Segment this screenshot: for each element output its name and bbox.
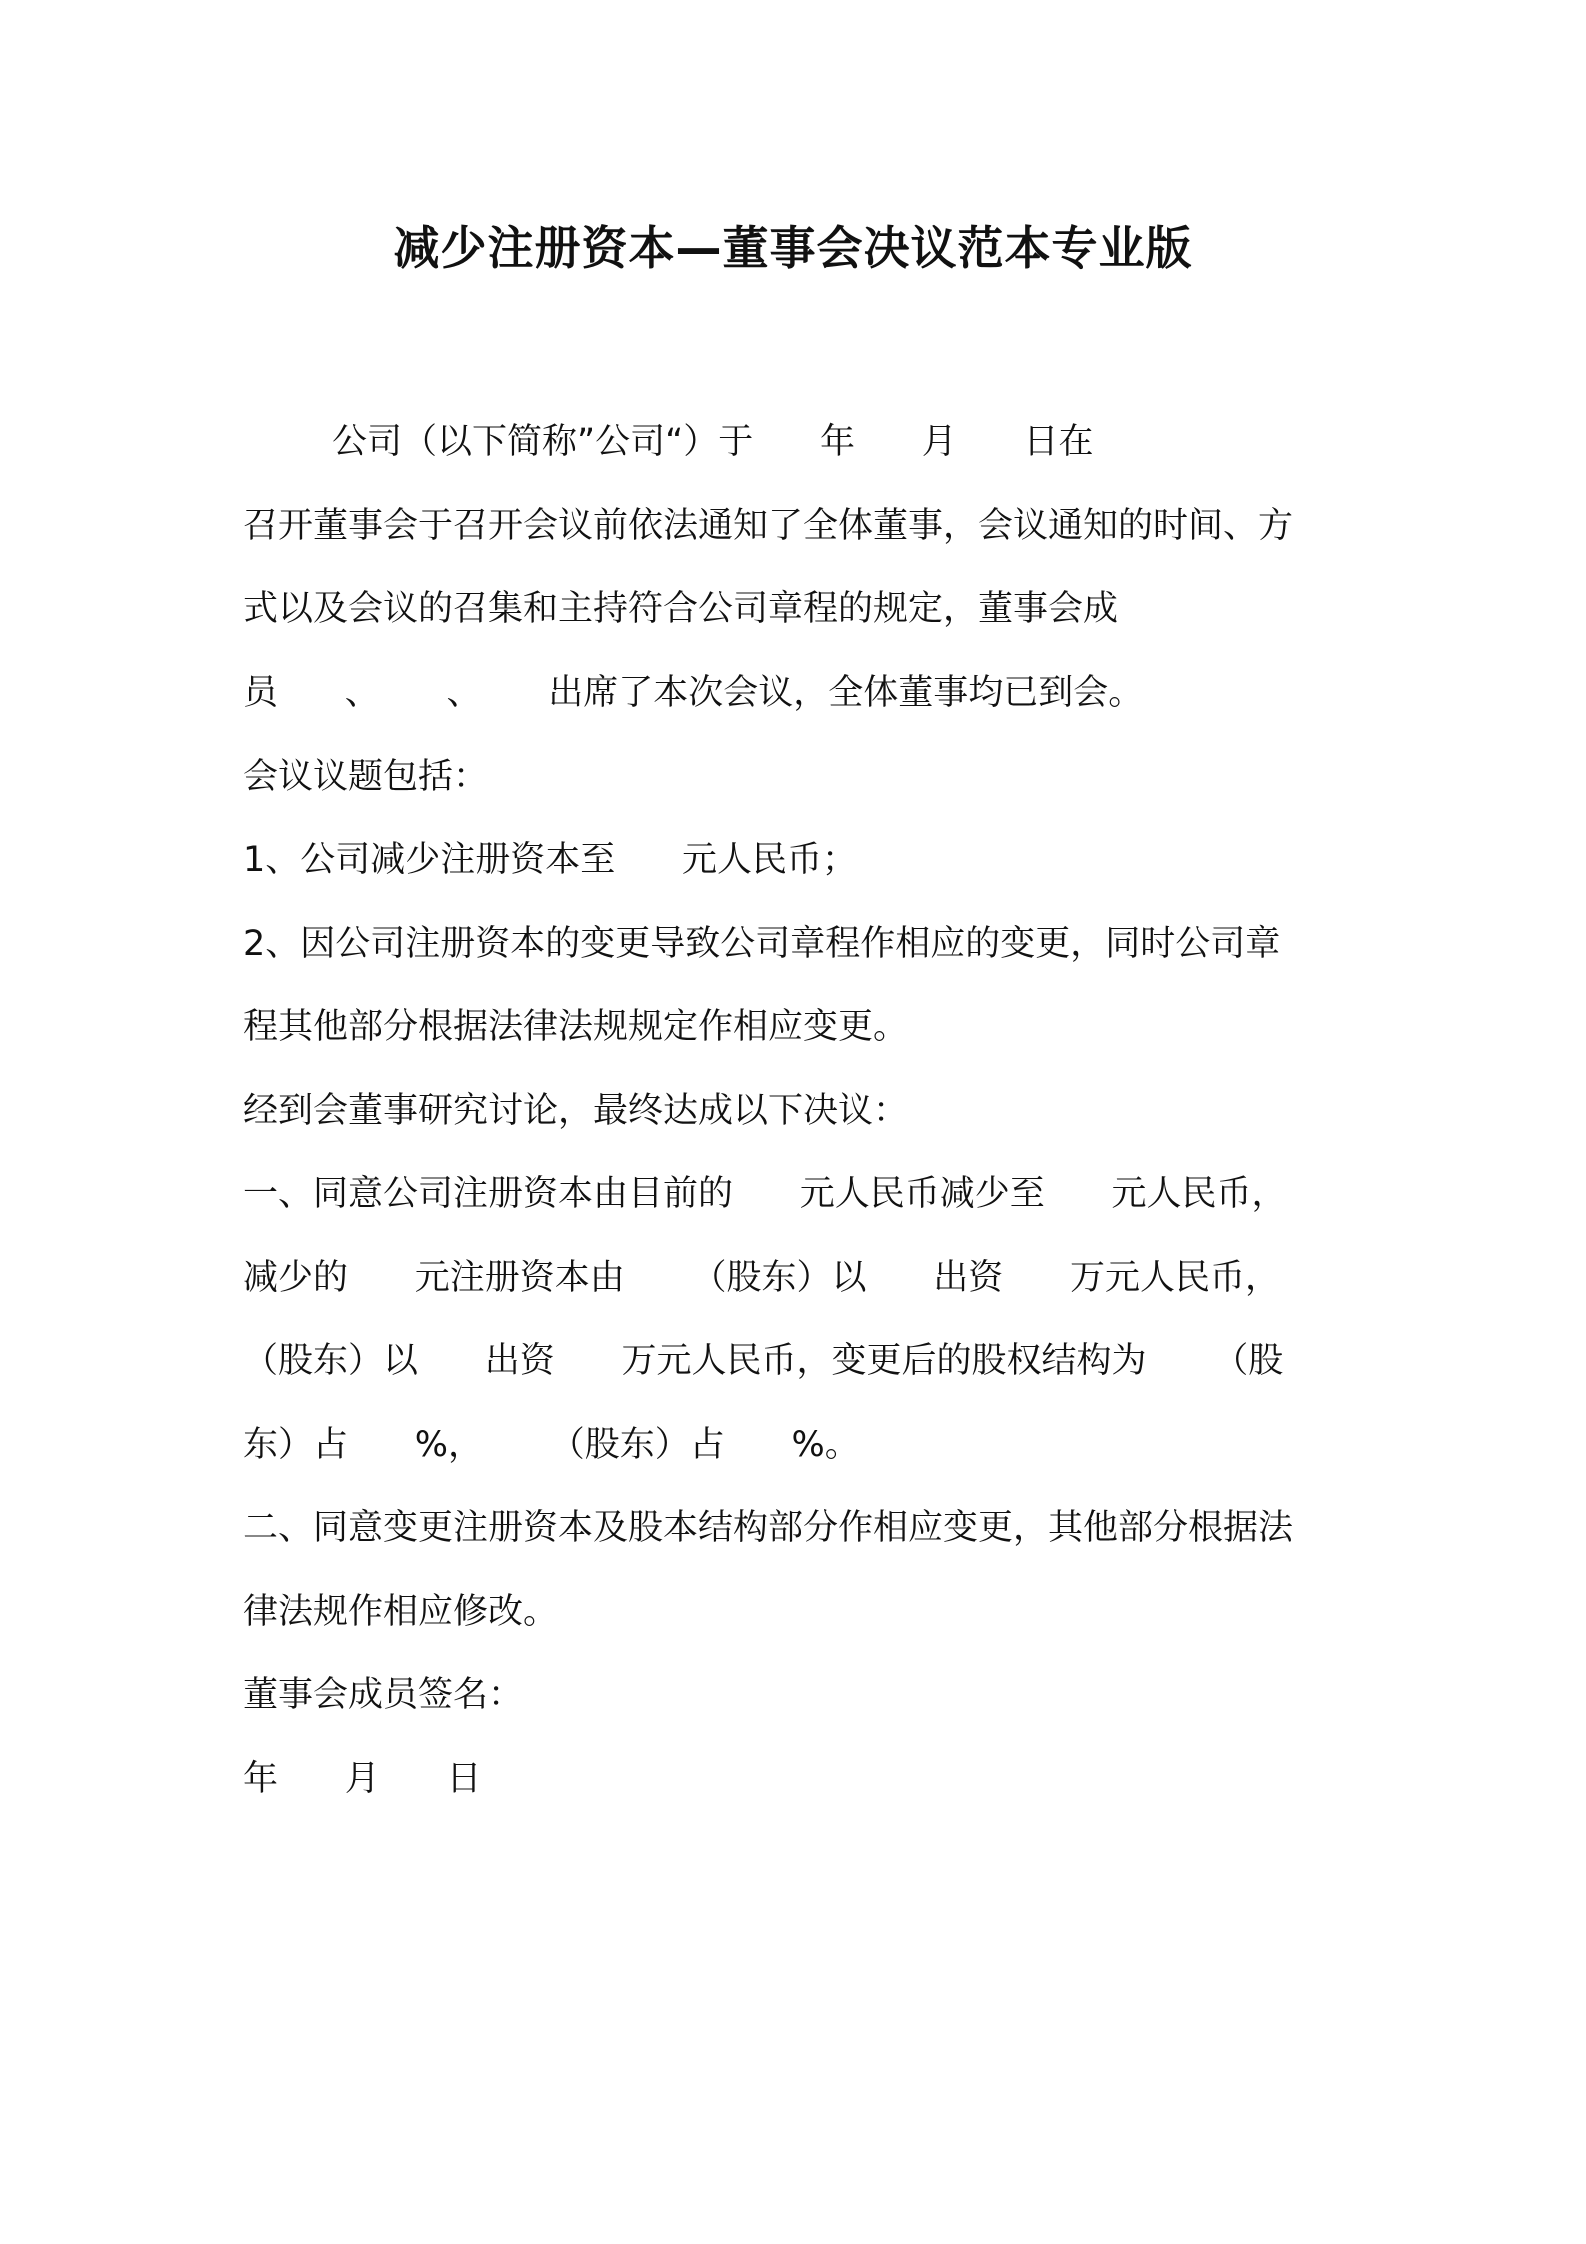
paragraph-line-3: 式以及会议的召集和主持符合公司章程的规定，董事会成 (243, 589, 1119, 629)
paragraph-line-1: 公司（以下简称”公司“）于 年 月 日在 (243, 422, 1094, 462)
resolution-2-line-1: 二、同意变更注册资本及股本结构部分作相应变更，其他部分根据法 (243, 1508, 1294, 1548)
agenda-item-2-line-2: 程其他部分根据法律法规规定作相应变更。 (243, 1007, 909, 1047)
resolution-1-line-4: 东）占 %， （股东）占 %。 (243, 1425, 860, 1465)
resolution-1-line-2: 减少的 元注册资本由 （股东）以 出资 万元人民币， (243, 1258, 1281, 1298)
resolution-heading: 经到会董事研究讨论，最终达成以下决议： (243, 1091, 909, 1131)
document-title: 减少注册资本—董事会决议范本专业版 (393, 221, 1193, 275)
paragraph-line-2: 召开董事会于召开会议前依法通知了全体董事，会议通知的时间、方 (243, 506, 1294, 546)
resolution-1-line-3: （股东）以 出资 万元人民币，变更后的股权结构为 （股 (243, 1341, 1284, 1381)
signature-date: 年 月 日 (243, 1759, 482, 1799)
signature-label: 董事会成员签名： (243, 1675, 524, 1715)
paragraph-line-4: 员 、 、 出席了本次会议，全体董事均已到会。 (243, 673, 1144, 713)
agenda-item-1: 1、公司减少注册资本至 元人民币； (243, 840, 858, 880)
agenda-heading: 会议议题包括： (243, 757, 489, 797)
resolution-1-line-1: 一、同意公司注册资本由目前的 元人民币减少至 元人民币， (243, 1174, 1287, 1214)
resolution-2-line-2: 律法规作相应修改。 (243, 1592, 559, 1632)
agenda-item-2-line-1: 2、因公司注册资本的变更导致公司章程作相应的变更，同时公司章 (243, 924, 1281, 964)
